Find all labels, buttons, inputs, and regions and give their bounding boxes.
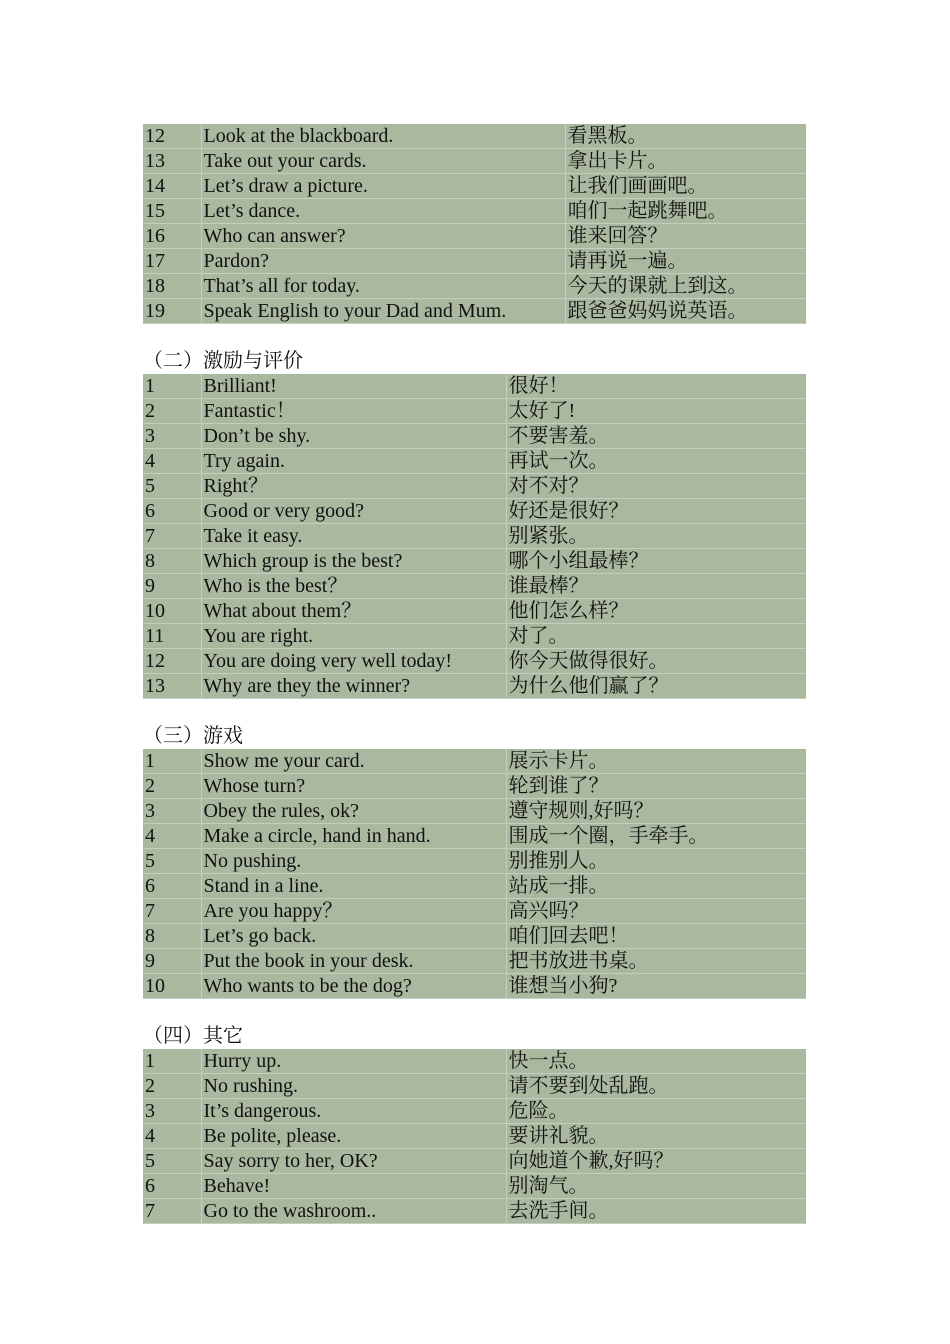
row-number: 1 xyxy=(143,1049,201,1074)
table-row xyxy=(143,799,806,824)
table-row xyxy=(143,974,806,999)
row-number: 5 xyxy=(143,849,201,874)
chinese-translation: 展示卡片。 xyxy=(506,749,806,774)
row-number: 11 xyxy=(143,624,201,649)
classroom-phrases-table xyxy=(143,124,806,324)
row-number: 8 xyxy=(143,549,201,574)
row-number: 6 xyxy=(143,1174,201,1199)
table-row xyxy=(143,549,806,574)
row-number: 6 xyxy=(143,499,201,524)
chinese-translation: 向她道个歉,好吗？ xyxy=(506,1149,806,1174)
row-number: 17 xyxy=(143,249,201,274)
table-row xyxy=(143,249,806,274)
table-row xyxy=(143,299,806,324)
english-phrase: Good or very good? xyxy=(201,499,506,524)
chinese-translation: 高兴吗？ xyxy=(506,899,806,924)
chinese-translation: 再试一次。 xyxy=(506,449,806,474)
table-row xyxy=(143,224,806,249)
table-row xyxy=(143,449,806,474)
section-title-games: （三）游戏 xyxy=(143,725,243,747)
chinese-translation: 太好了! xyxy=(506,399,806,424)
table-row xyxy=(143,1099,806,1124)
row-number: 14 xyxy=(143,174,201,199)
english-phrase: Speak English to your Dad and Mum. xyxy=(201,299,565,324)
english-phrase: Try again. xyxy=(201,449,506,474)
english-phrase: Obey the rules, ok? xyxy=(201,799,506,824)
english-phrase: Fantastic！ xyxy=(201,399,506,424)
chinese-translation: 对了。 xyxy=(506,624,806,649)
row-number: 2 xyxy=(143,1074,201,1099)
row-number: 1 xyxy=(143,749,201,774)
chinese-translation: 谁想当小狗? xyxy=(506,974,806,999)
chinese-translation: 要讲礼貌。 xyxy=(506,1124,806,1149)
chinese-translation: 为什么他们赢了？ xyxy=(506,674,806,699)
row-number: 4 xyxy=(143,824,201,849)
row-number: 18 xyxy=(143,274,201,299)
table-row xyxy=(143,774,806,799)
row-number: 3 xyxy=(143,1099,201,1124)
english-phrase: Go to the washroom.. xyxy=(201,1199,506,1224)
chinese-translation: 危险。 xyxy=(506,1099,806,1124)
games-phrases-table xyxy=(143,749,806,999)
table-row xyxy=(143,1074,806,1099)
table-row xyxy=(143,424,806,449)
table-row xyxy=(143,1199,806,1224)
row-number: 12 xyxy=(143,649,201,674)
english-phrase: Put the book in your desk. xyxy=(201,949,506,974)
chinese-translation: 把书放进书桌。 xyxy=(506,949,806,974)
table-row xyxy=(143,1149,806,1174)
table-row xyxy=(143,674,806,699)
english-phrase: Right？ xyxy=(201,474,506,499)
english-phrase: Be polite, please. xyxy=(201,1124,506,1149)
chinese-translation: 去洗手间。 xyxy=(506,1199,806,1224)
english-phrase: What about them？ xyxy=(201,599,506,624)
english-phrase: Let’s go back. xyxy=(201,924,506,949)
row-number: 1 xyxy=(143,374,201,399)
chinese-translation: 谁最棒？ xyxy=(506,574,806,599)
table-row xyxy=(143,199,806,224)
english-phrase: Stand in a line. xyxy=(201,874,506,899)
chinese-translation: 好还是很好？ xyxy=(506,499,806,524)
table-row xyxy=(143,899,806,924)
row-number: 8 xyxy=(143,924,201,949)
english-phrase: It’s dangerous. xyxy=(201,1099,506,1124)
row-number: 5 xyxy=(143,474,201,499)
table-row xyxy=(143,474,806,499)
table-row xyxy=(143,574,806,599)
english-phrase: You are doing very well today! xyxy=(201,649,506,674)
row-number: 10 xyxy=(143,974,201,999)
table-row xyxy=(143,1049,806,1074)
table-row xyxy=(143,824,806,849)
table-row xyxy=(143,124,806,149)
row-number: 7 xyxy=(143,524,201,549)
english-phrase: Hurry up. xyxy=(201,1049,506,1074)
row-number: 15 xyxy=(143,199,201,224)
row-number: 5 xyxy=(143,1149,201,1174)
english-phrase: Who wants to be the dog? xyxy=(201,974,506,999)
chinese-translation: 遵守规则,好吗？ xyxy=(506,799,806,824)
chinese-translation: 别推别人。 xyxy=(506,849,806,874)
chinese-translation: 让我们画画吧。 xyxy=(565,174,806,199)
row-number: 2 xyxy=(143,774,201,799)
english-phrase: Take out your cards. xyxy=(201,149,565,174)
english-phrase: Don’t be shy. xyxy=(201,424,506,449)
chinese-translation: 很好！ xyxy=(506,374,806,399)
row-number: 4 xyxy=(143,449,201,474)
english-phrase: You are right. xyxy=(201,624,506,649)
document-page xyxy=(143,124,806,1224)
english-phrase: No rushing. xyxy=(201,1074,506,1099)
section-title-praise: （二）激励与评价 xyxy=(143,350,303,372)
table-row xyxy=(143,949,806,974)
english-phrase: That’s all for today. xyxy=(201,274,565,299)
chinese-translation: 别淘气。 xyxy=(506,1174,806,1199)
table-row xyxy=(143,274,806,299)
english-phrase: Let’s dance. xyxy=(201,199,565,224)
chinese-translation: 站成一排。 xyxy=(506,874,806,899)
table-row xyxy=(143,624,806,649)
row-number: 4 xyxy=(143,1124,201,1149)
chinese-translation: 谁来回答？ xyxy=(565,224,806,249)
chinese-translation: 你今天做得很好。 xyxy=(506,649,806,674)
english-phrase: Let’s draw a picture. xyxy=(201,174,565,199)
english-phrase: Take it easy. xyxy=(201,524,506,549)
praise-phrases-table xyxy=(143,374,806,699)
table-row xyxy=(143,599,806,624)
english-phrase: Are you happy？ xyxy=(201,899,506,924)
english-phrase: Show me your card. xyxy=(201,749,506,774)
chinese-translation: 他们怎么样？ xyxy=(506,599,806,624)
row-number: 16 xyxy=(143,224,201,249)
row-number: 3 xyxy=(143,799,201,824)
row-number: 6 xyxy=(143,874,201,899)
row-number: 2 xyxy=(143,399,201,424)
chinese-translation: 别紧张。 xyxy=(506,524,806,549)
chinese-translation: 跟爸爸妈妈说英语。 xyxy=(565,299,806,324)
chinese-translation: 拿出卡片。 xyxy=(565,149,806,174)
chinese-translation: 不要害羞。 xyxy=(506,424,806,449)
chinese-translation: 请不要到处乱跑。 xyxy=(506,1074,806,1099)
chinese-translation: 看黑板。 xyxy=(565,124,806,149)
table-row xyxy=(143,149,806,174)
english-phrase: Brilliant! xyxy=(201,374,506,399)
row-number: 13 xyxy=(143,674,201,699)
section-title-other: （四）其它 xyxy=(143,1025,243,1047)
english-phrase: Look at the blackboard. xyxy=(201,124,565,149)
chinese-translation: 对不对？ xyxy=(506,474,806,499)
table-row xyxy=(143,649,806,674)
english-phrase: Behave! xyxy=(201,1174,506,1199)
row-number: 3 xyxy=(143,424,201,449)
table-row xyxy=(143,924,806,949)
chinese-translation: 围成一个圈，手牵手。 xyxy=(506,824,806,849)
row-number: 10 xyxy=(143,599,201,624)
table-row xyxy=(143,499,806,524)
english-phrase: Pardon? xyxy=(201,249,565,274)
english-phrase: Which group is the best? xyxy=(201,549,506,574)
english-phrase: Why are they the winner? xyxy=(201,674,506,699)
row-number: 19 xyxy=(143,299,201,324)
other-phrases-table xyxy=(143,1049,806,1224)
chinese-translation: 今天的课就上到这。 xyxy=(565,274,806,299)
chinese-translation: 请再说一遍。 xyxy=(565,249,806,274)
table-row xyxy=(143,1124,806,1149)
chinese-translation: 哪个小组最棒？ xyxy=(506,549,806,574)
table-row xyxy=(143,399,806,424)
english-phrase: Who is the best？ xyxy=(201,574,506,599)
chinese-translation: 咱们回去吧！ xyxy=(506,924,806,949)
english-phrase: Whose turn? xyxy=(201,774,506,799)
english-phrase: Make a circle, hand in hand. xyxy=(201,824,506,849)
chinese-translation: 轮到谁了？ xyxy=(506,774,806,799)
row-number: 12 xyxy=(143,124,201,149)
english-phrase: Say sorry to her, OK? xyxy=(201,1149,506,1174)
table-row xyxy=(143,524,806,549)
english-phrase: Who can answer? xyxy=(201,224,565,249)
table-row xyxy=(143,174,806,199)
row-number: 9 xyxy=(143,949,201,974)
row-number: 7 xyxy=(143,899,201,924)
table-row xyxy=(143,749,806,774)
english-phrase: No pushing. xyxy=(201,849,506,874)
row-number: 7 xyxy=(143,1199,201,1224)
table-row xyxy=(143,1174,806,1199)
table-row xyxy=(143,874,806,899)
row-number: 13 xyxy=(143,149,201,174)
table-row xyxy=(143,849,806,874)
row-number: 9 xyxy=(143,574,201,599)
chinese-translation: 快一点。 xyxy=(506,1049,806,1074)
chinese-translation: 咱们一起跳舞吧。 xyxy=(565,199,806,224)
table-row xyxy=(143,374,806,399)
